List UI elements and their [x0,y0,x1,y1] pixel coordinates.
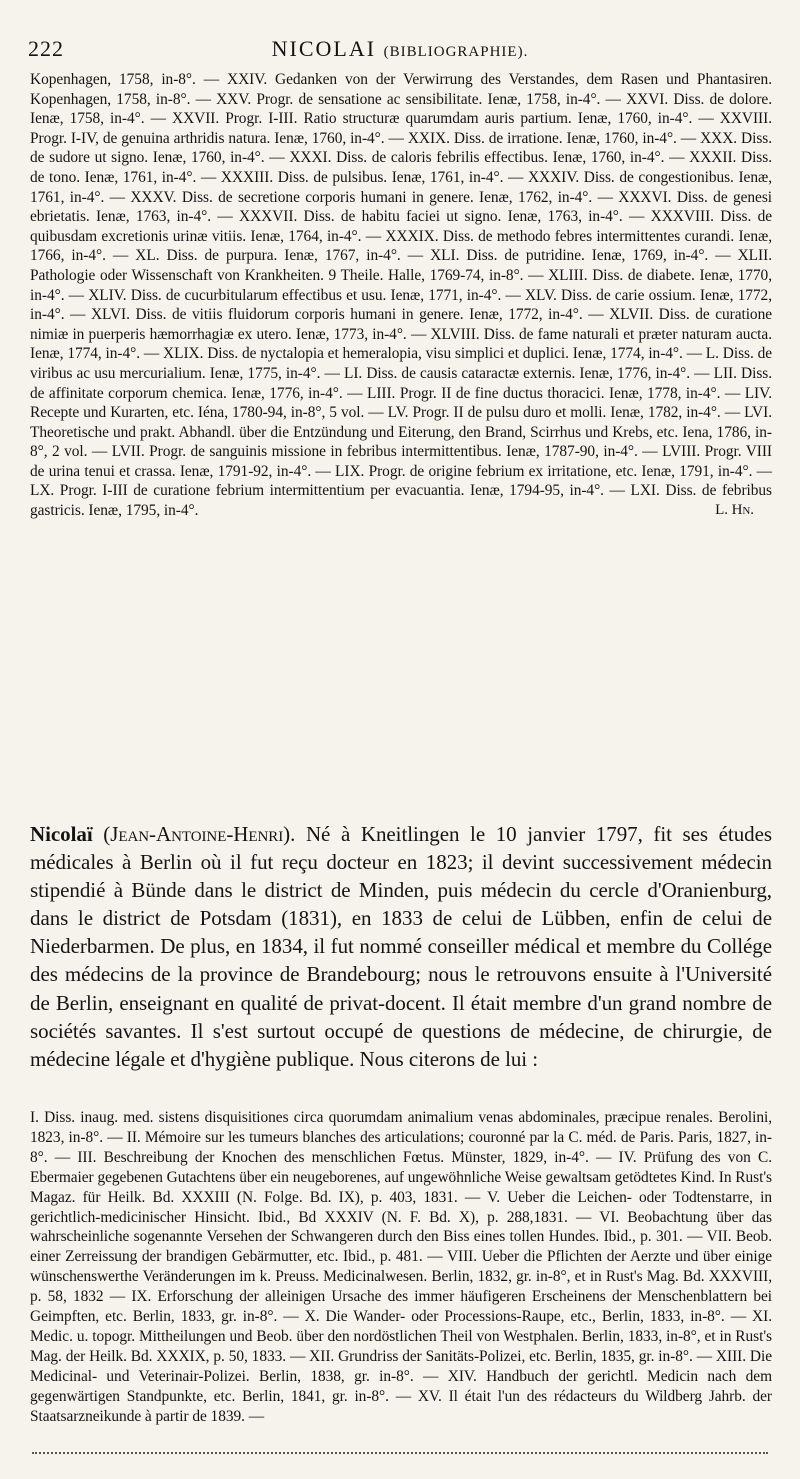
works-list [30,1108,772,1427]
author-signature: L. Hn. [715,502,754,519]
footer-divider [32,1452,768,1454]
running-head-subtitle: (BIBLIOGRAPHIE). [383,44,529,60]
previous-bibliography-text: Kopenhagen, 1758, in-8°. — XXIV. Gedanken von der Verwirrung des Verstandes, dem Rasen und Phantasiren. Kopenhagen, 1758, in-8°. — XXV. Progr. de sensatione ac sensibilitate. Ienæ, 1758, in-4°. — XXVI. Diss. de dolore. Ienæ, 1758, in-4°. — XXVII. Progr. I-III. Ratio structuræ quarumdam auris partium. Ienæ, 1760, in-4°. — XXVIII. Progr. I-IV, de genuina arthridis natura. Ienæ, 1760, in-4°. — XXIX. Diss. de irratione. Ienæ, 1760, in-4°. — XXX. Diss. de sudore ut signo. Ienæ, 1760, in-4°. — XXXI. Diss. de caloris febrilis effectibus. Ienæ, 1760, in-4°. — XXXII. Diss. de tono. Ienæ, 1761, in-4°. — XXXIII. Diss. de pulsibus. Ienæ, 1761, in-4°. — XXXIV. Diss. de congestionibus. Ienæ, 1761, in-4°. — XXXV. Diss. de secretione corporis humani in genere. Ienæ, 1762, in-4°. — XXXVI. Diss. de genesi ebrietatis. Ienæ, 1763, in-4°. — XXXVII. Diss. de habitu faciei ut signo. Ienæ, 1763, in-4°. — XXXVIII. Diss. de quibusdam excretionis urinæ vitiis. Ienæ, 1764, in-4°. — XXXIX. Diss. de methodo febres intermittentes curandi. Ienæ, 1766, in-4°. — XL. Diss. de purpura. Ienæ, 1767, in-4°. — XLI. Diss. de putridine. Ienæ, 1769, in-4°. — XLII. Pathologie oder Wissenschaft von Krankheiten. 9 Theile. Halle, 1769-74, in-8°. — XLIII. Diss. de diabete. Ienæ, 1770, in-4°. — XLIV. Diss. de cucurbitularum effectibus et usu. Ienæ, 1771, in-4°. — XLV. Diss. de carie ossium. Ienæ, 1772, in-4°. — XLVI. Diss. de vitiis fluidorum corporis humani in genere. Ienæ, 1772, in-4°. — XLVII. Diss. de curatione nimiæ in puerperis hæmorrhagiæ ex utero. Ienæ, 1773, in-4°. — XLVIII. Diss. de fame naturali et præter naturam aucta. Ienæ, 1774, in-4°. — XLIX. Diss. de nyctalopia et hemeralopia, visu simplici et duplici. Ienæ, 1774, in-4°. — L. Diss. de viribus ac usu mercurialium. Ienæ, 1775, in-4°. — LI. Diss. de causis cataractæ externis. Ienæ, 1776, in-4°. — LII. Diss. de affinitate corporum chemica. Ienæ, 1776, in-4°. — LIII. Progr. II de fine ductus thoracici. Ienæ, 1778, in-4°. — LIV. Recepte und Kurarten, etc. Iéna, 1780-94, in-8°, 5 vol. — LV. Progr. II de pulsu duro et molli. Ienæ, 1782, in-4°. — LVI. Theoretische und prakt. Abhandl. über die Entzündung und Eiterung, den Brand, Scirrhus und Krebs, etc. Iena, 1786, in-8°, 2 vol. — LVII. Progr. de sanguinis missione in febribus intermittentibus. Ienæ, 1787-90, in-4°. — LVIII. Progr. VIII de urina tenui et crassa. Ienæ, 1791-92, in-4°. — LIX. Progr. de origine febrium ex irritatione, etc. Ienæ, 1791, in-4°. — LX. Progr. I-III de curatione febrium intermittentium per evacuantia. Ienæ, 1794-95, in-4°. — LXI. Diss. de febribus gastricis. Ienæ, 1795, in-4°. [30,71,772,520]
previous-bibliography [30,70,772,521]
entry-given-names: (Jean-Antoine-Henri). [103,822,296,846]
entry-text: Né à Kneitlingen le 10 janvier 1797, fit ses études médicales à Berlin où il fut reçu docteur en 1823; il devint successivement médecin stipendié à Bünde dans le district de Minden, puis médecin du cercle d'Oranienburg, dans le district de Potsdam (1831), en 1833 de celui de Lübben, enfin de celui de Niederbarmen. De plus, en 1834, il fut nommé conseiller médical et membre du Collége des médecins de la province de Brandebourg; nous le retrouvons ensuite à l'Université de Berlin, enseignant en qualité de privat-docent. Il était membre d'un grand nombre de sociétés savantes. Il s'est surtout occupé de questions de médecine, de chirurgie, de médecine légale et d'hygiène publique. Nous citerons de lui : [30,822,773,1071]
page-header [28,36,772,64]
biography-entry [30,820,772,1073]
page-number: 222 [28,36,64,61]
running-head-title: NICOLAI [271,36,377,61]
running-head [28,36,772,62]
entry-name: Nicolaï [30,822,93,846]
works-text: I. Diss. inaug. med. sistens disquisitiones circa quorumdam animalium venas abdominales, præcipue renales. Berolini, 1823, in-8°. — II. Mémoire sur les tumeurs blanches des articulations; couronné par la C. méd. de Paris. Paris, 1827, in-8°. — III. Beschreibung der Knochen des menschlichen Fœtus. Münster, 1829, in-4°. — IV. Prüfung des von C. Ebermaier gegebenen Gutachtens über ein neugeborenes, auf ungewöhnliche Weise gewaltsam getödtetes Kind. In Rust's Magaz. für Heilk. Bd. XXXIII (N. Folge. Bd. IX), p. 403, 1831. — V. Ueber die Leichen- oder Todtenstarre, in gerichtlich-medicinischer Hinsicht. Ibid., Bd XXXIV (N. F. Bd. X), p. 288,1831. — VI. Beobachtung über das wahrscheinliche sogenannte Versehen der Schwangeren durch den Biss eines tollen Hundes. Ibid., p. 301. — VII. Beob. einer Zerreissung der brandigen Gebärmutter, etc. Ibid., p. 481. — VIII. Ueber die Pflichten der Aerzte und über einige wünschenswerthe Veränderungen im k. Preuss. Medicinalwesen. Berlin, 1832, gr. in-8°, et in Rust's Mag. Bd. XXXVIII, p. 58, 1832 — IX. Erforschung der alleinigen Ursache des immer häufigeren Erscheinens der Menschenblattern bei Geimpften, etc. Berlin, 1833, gr. in-8°. — X. Die Wander- oder Processions-Raupe, etc., Berlin, 1833, in-8°. — XI. Medic. u. topogr. Mittheilungen und Beob. über den nordöstlichen Theil von Westphalen. Berlin, 1833, in-8°, et in Rust's Mag. der Heilk. Bd. XXXIX, p. 50, 1833. — XII. Grundriss der Sanitäts-Polizei, etc. Berlin, 1835, gr. in-8°. — XIII. Die Medicinal- und Veterinair-Polizei. Berlin, 1838, gr. in-8°. — XIV. Handbuch der gerichtl. Medicin nach dem gegenwärtigen Standpunkte, etc. Berlin, 1841, gr. in-8°. — XV. Il était l'un des rédacteurs du Wildberg Jahrb. der Staatsarzneikunde à partir de 1839. — [30,1109,772,1425]
